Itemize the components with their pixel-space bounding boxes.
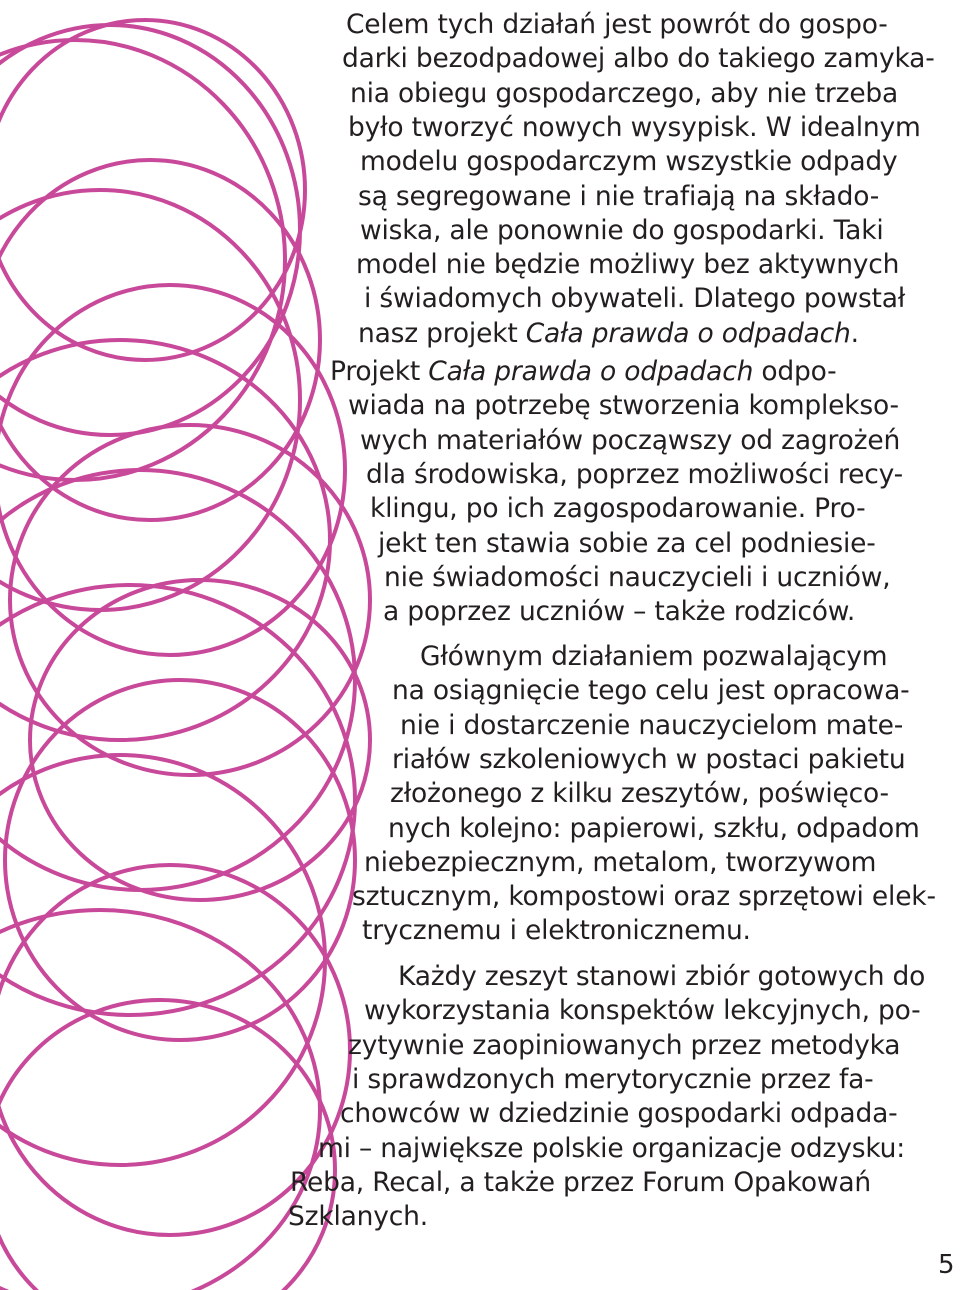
project-title-italic: Cała prawda o odpadach	[428, 356, 754, 387]
page-number: 5	[938, 1250, 955, 1280]
text-run: darki bezodpadowej albo do takiego zamyka-	[342, 43, 935, 75]
text-run: było tworzyć nowych wysypisk. W idealnym	[348, 111, 921, 143]
text-line	[388, 812, 920, 846]
text-line	[340, 1097, 898, 1131]
text-line	[364, 846, 876, 880]
text-run: modelu gospodarczym wszystkie odpady	[360, 146, 898, 178]
text-line	[364, 994, 921, 1028]
text-run: Celem tych działań jest powrót do gospo-	[346, 9, 888, 40]
text-run: trycznemu i elektronicznemu.	[362, 915, 751, 947]
text-line	[392, 743, 905, 777]
text-line	[398, 960, 925, 994]
text-run: wiska, ale ponownie do gospodarki. Taki	[360, 214, 884, 246]
text-line	[352, 1063, 873, 1097]
text-run: a poprzez uczniów – także rodziców.	[383, 596, 856, 628]
text-line	[392, 674, 910, 708]
text-run: Głównym działaniem pozwalającym	[420, 641, 888, 672]
circle	[0, 585, 355, 1015]
text-run: riałów szkoleniowych w postaci pakietu	[392, 743, 906, 775]
circle	[5, 680, 355, 1040]
text-line	[348, 111, 921, 145]
text-line	[370, 492, 865, 526]
text-run: sztucznym, kompostowi oraz sprzętowi elek-	[352, 881, 936, 913]
text-run: zytywnie zaopiniowanych przez metodyka	[348, 1029, 901, 1061]
text-run: .	[850, 317, 859, 349]
project-title-italic: Cała prawda o odpadach	[525, 317, 851, 349]
text-line	[358, 317, 859, 351]
text-run: nie świadomości nauczycieli i uczniów,	[384, 561, 891, 593]
text-line	[364, 282, 905, 316]
text-run: Każdy zeszyt stanowi zbiór gotowych do	[398, 961, 926, 992]
text-run: i świadomych obywateli. Dlatego powstał	[364, 283, 906, 315]
text-run: na osiągnięcie tego celu jest opracowa-	[392, 675, 910, 707]
text-line	[342, 42, 935, 76]
text-run: są segregowane i nie trafiają na składo-	[358, 180, 880, 212]
text-run: nych kolejno: papierowi, szkłu, odpadom	[388, 812, 920, 844]
text-line	[356, 248, 899, 282]
text-line	[420, 640, 887, 674]
text-line	[290, 1166, 871, 1200]
text-run: model nie będzie możliwy bez aktywnych	[356, 249, 900, 281]
text-run: Szklanych.	[288, 1201, 428, 1233]
text-run: Reba, Recal, a także przez Forum Opakowań	[290, 1166, 871, 1198]
text-line	[400, 709, 903, 743]
text-line	[390, 777, 889, 811]
circle	[0, 190, 300, 610]
text-line	[352, 880, 936, 914]
text-run: dla środowiska, poprzez możliwości recy-	[366, 458, 903, 490]
text-line	[360, 424, 900, 458]
text-run: klingu, po ich zagospodarowanie. Pro-	[370, 493, 866, 525]
text-run: wykorzystania konspektów lekcyjnych, po-	[364, 995, 921, 1027]
text-run: jekt ten stawia sobie za cel podniesie-	[378, 527, 876, 559]
text-line	[348, 389, 899, 423]
text-line	[360, 214, 884, 248]
text-line	[384, 561, 891, 595]
text-run: chowców w dziedzinie gospodarki odpada-	[340, 1098, 898, 1130]
text-line	[358, 180, 879, 214]
text-line	[348, 1029, 900, 1063]
circle	[0, 1000, 335, 1290]
text-run: złożonego z kilku zeszytów, poświęco-	[390, 778, 889, 810]
text-line	[318, 1132, 905, 1166]
text-line	[378, 527, 876, 561]
text-run: Projekt	[330, 356, 429, 387]
text-run: wiada na potrzebę stworzenia komplekso-	[348, 390, 899, 422]
text-line	[330, 355, 837, 389]
text-run: nasz projekt	[358, 317, 526, 349]
circle	[0, 40, 285, 480]
text-line	[383, 595, 855, 629]
text-run: odpo-	[753, 356, 837, 387]
text-run: nia obiegu gospodarczego, aby nie trzeba	[350, 77, 899, 109]
text-line	[362, 914, 751, 948]
text-run: mi – największe polskie organizacje odzysku:	[318, 1132, 905, 1164]
text-run: niebezpiecznym, metalom, tworzywom	[364, 846, 877, 878]
text-line	[288, 1200, 428, 1234]
text-run: nie i dostarczenie nauczycielom mate-	[400, 709, 904, 741]
text-line	[350, 77, 898, 111]
text-line	[366, 458, 903, 492]
text-line	[346, 8, 888, 42]
text-run: i sprawdzonych merytorycznie przez fa-	[352, 1063, 874, 1095]
text-line	[360, 145, 898, 179]
text-run: wych materiałów począwszy od zagrożeń	[360, 424, 901, 456]
